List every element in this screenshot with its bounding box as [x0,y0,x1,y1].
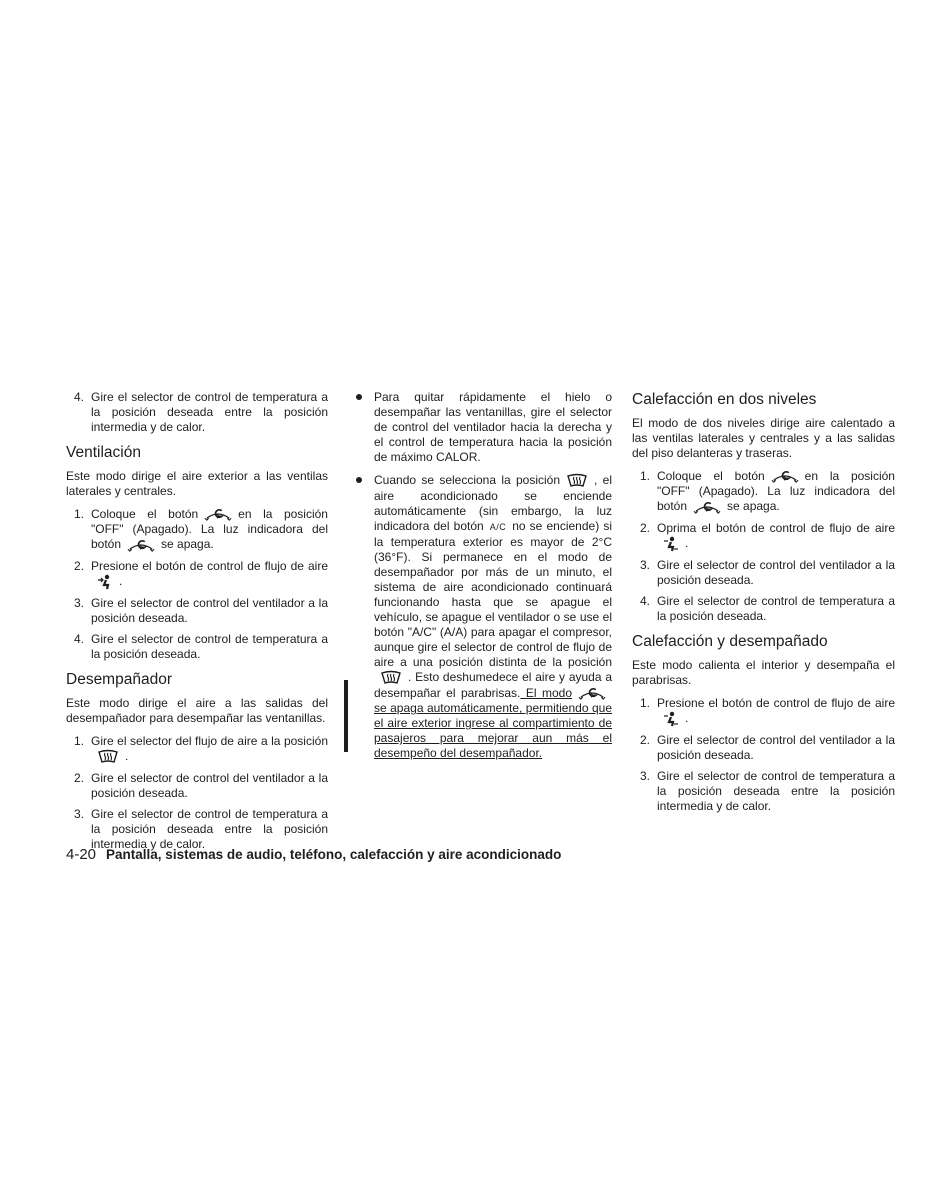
air-recirculation-icon [127,538,155,553]
page-number: 4-20 [66,846,97,863]
revised-text: El modo se apaga automáticamente, permitiendo que el aire exterior ingrese al compartimiento de pasajeros para mejorar aun más el desempeño del desempañador. [374,686,612,761]
continued-steps [66,390,328,435]
defroster-icon [97,749,119,765]
step-text: . [125,748,129,763]
air-recirculation-icon [204,507,232,522]
page-footer [66,846,626,864]
step-text: Gire el selector de control de temperatura a la posición deseada entre la posición intermedia y de calor. [91,806,328,851]
right-column [632,390,895,820]
list-item: 3. Gire el selector de control de temperatura a la posición deseada entre la posición intermedia y de calor. [74,806,328,851]
note-text: no se enciende) si la temperatura exterior es mayor de 2°C (36°F). Si permanece en el modo de desempañador por más de un minuto, el sistema de aire acondicionado continuará funcionando hasta que se apague el vehículo, se apague el ventilador o se use el botón "A/C" (A/A) para apagar el compresor, aunque gire el selector de control de flujo de aire a una posición distinta de la posición [374,519,612,669]
list-item: 3. Gire el selector de control de temperatura a la posición deseada entre la posición intermedia y de calor. [640,768,895,813]
left-column [66,390,328,858]
air-recirculation-icon [693,500,721,515]
step-text: Gire el selector de control del ventilador a la posición deseada. [657,732,895,762]
bullet [356,477,362,483]
defroster-icon [380,670,402,686]
step-text: Coloque el botón [657,469,765,483]
note-text: , el aire acondicionado se enciende automáticamente (sin embargo, la luz indicadora del botón [374,473,612,533]
list-item: 1. Coloque el botón en la posición "OFF" (Apagado). La luz indicadora del botón se apaga. [74,507,328,552]
list-item [356,390,612,465]
list-item: 2. Gire el selector de control del ventilador a la posición deseada. [74,770,328,800]
section-heading-heat-defrost: Calefacción y desempañado [632,632,828,650]
step-text: . [685,535,689,550]
defroster-icon [566,473,588,489]
step-text: . [685,710,689,725]
middle-column [356,390,612,769]
step-text: se apaga. [727,499,780,514]
defroster-steps [66,734,328,852]
section-heading-ventilation: Ventilación [66,444,141,461]
step-text: se apaga. [161,537,214,552]
step-text: Gire el selector de control del ventilador a la posición deseada. [91,595,328,625]
step-text: Gire el selector de control del ventilador a la posición deseada. [91,770,328,800]
note-text: . Esto deshumedece el aire y ayuda a desempañar el parabrisas. [374,670,612,700]
list-item: 3. Gire el selector de control del ventilador a la posición deseada. [640,557,895,587]
list-item: 3. Gire el selector de control del ventilador a la posición deseada. [74,595,328,625]
section-intro: Este modo calienta el interior y desempaña el parabrisas. [632,657,895,687]
vent-mode-icon [97,574,113,590]
step-text: . [119,573,123,588]
step-text: Gire el selector de control de temperatura a la posición deseada. [657,593,895,623]
section-heading-bilevel: Calefacción en dos niveles [632,391,817,408]
list-item: 2. Presione el botón de control de flujo de aire . [74,558,328,588]
step-text: Gire el selector del flujo de aire a la posición [91,733,328,748]
step-text: Gire el selector de control de temperatura a la posición deseada. [91,631,328,661]
step-text: Presione el botón de control de flujo de aire [91,558,328,573]
air-recirculation-icon [771,469,799,484]
step-text: Gire el selector de control del ventilador a la posición deseada. [657,557,895,587]
list-item: 1. Gire el selector del flujo de aire a la posición . [74,733,328,763]
heat-defrost-steps [632,696,895,814]
bullet [356,394,362,400]
note-text: Para quitar rápidamente el hielo o desempañar las ventanillas, gire el selector de control del ventilador hacia la derecha y el control de temperatura hacia la posición de máximo CALOR. [374,390,612,464]
list-item [356,473,612,761]
step-text: en la posición "OFF" (Apagado). La luz indicadora del botón [91,507,328,552]
ventilation-steps [66,507,328,662]
section-heading-defroster: Desempañador [66,670,172,688]
step-text: Oprima el botón de control de flujo de aire [657,520,895,535]
revision-bar [344,680,348,752]
heat-defrost-icon [663,711,679,727]
step-text: en la posición "OFF" (Apagado). La luz indicadora del botón [657,469,895,514]
step-text: Gire el selector de control de temperatura a la posición deseada entre la posición intermedia y de calor. [657,768,895,813]
list-item: 1. Coloque el botón en la posición "OFF" (Apagado). La luz indicadora del botón se apaga. [640,469,895,514]
section-intro: Este modo dirige el aire exterior a las ventilas laterales y centrales. [66,469,328,498]
ac-button-label: A/C [489,522,507,532]
list-item: 1. Presione el botón de control de flujo de aire . [640,695,895,725]
air-recirculation-icon [578,686,606,701]
list-item: 4. Gire el selector de control de temperatura a la posición deseada. [74,631,328,661]
defroster-notes [356,390,612,761]
list-item: 2. Gire el selector de control del ventilador a la posición deseada. [640,732,895,762]
list-item: 2. Oprima el botón de control de flujo de aire . [640,520,895,550]
list-item: 4. Gire el selector de control de temperatura a la posición deseada entre la posición intermedia y de calor. [74,390,328,434]
step-text: Coloque el botón [91,507,199,521]
note-text: Cuando se selecciona la posición [374,473,561,488]
section-intro: Este modo dirige el aire a las salidas del desempañador para desempañar las ventanillas. [66,695,328,725]
step-text: Presione el botón de control de flujo de aire [657,695,895,710]
bilevel-steps [632,469,895,624]
step-text: Gire el selector de control de temperatura a la posición deseada entre la posición intermedia y de calor. [91,390,328,434]
chapter-title: Pantalla, sistemas de audio, teléfono, calefacción y aire acondicionado [106,847,562,862]
list-item: 4. Gire el selector de control de temperatura a la posición deseada. [640,593,895,623]
section-intro: El modo de dos niveles dirige aire calentado a las ventilas laterales y centrales y a las salidas del piso delanteras y traseras. [632,416,895,460]
bi-level-icon [663,536,679,552]
